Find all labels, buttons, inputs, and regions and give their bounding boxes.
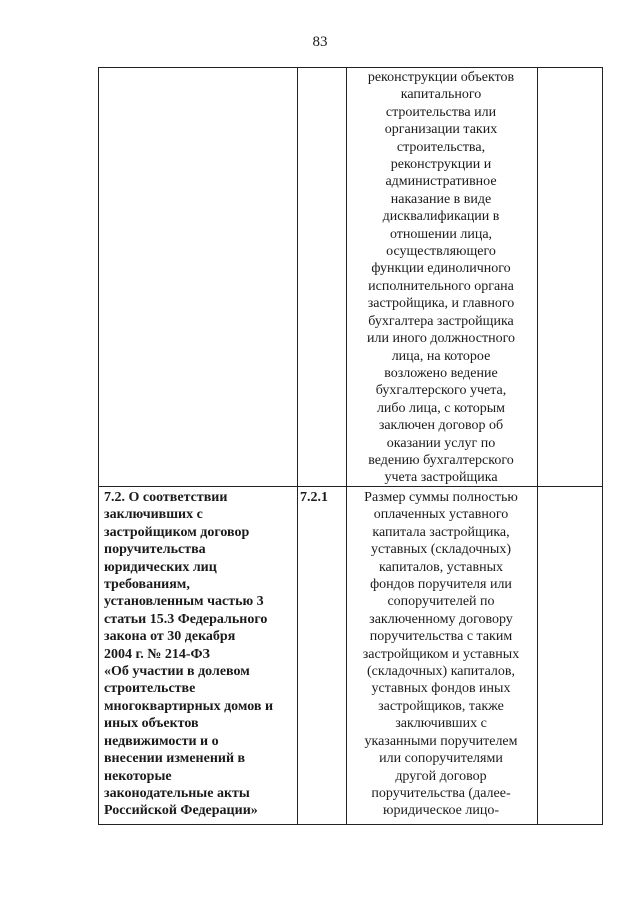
description-line: уставных (складочных) <box>371 542 511 558</box>
item-code-7-2-1: 7.2.1 <box>300 490 328 505</box>
requirement-line: законодательные акты <box>104 785 250 801</box>
description-line: учета застройщика <box>384 470 498 486</box>
requirement-line: строительстве <box>104 681 196 697</box>
description-line: заключивших с <box>395 716 487 732</box>
description-line: или сопоручителями <box>379 751 503 767</box>
description-line: осуществляющего <box>386 244 496 260</box>
requirement-line: поручительства <box>104 542 206 558</box>
description-line: уставных фондов иных <box>371 681 511 697</box>
description-line: указанными поручителем <box>364 733 518 749</box>
requirement-line: требованиям, <box>104 577 190 593</box>
requirement-line: многоквартирных домов и <box>104 698 274 714</box>
description-line: капиталов, уставных <box>378 559 504 575</box>
description-line: заключенному договору <box>369 611 513 627</box>
table-bottom-border <box>98 824 602 825</box>
requirement-line: недвижимости и о <box>104 733 219 749</box>
description-line: строительства или <box>385 104 497 120</box>
requirement-line: 7.2. О соответствии <box>104 490 228 505</box>
description-line: ведению бухгалтерского <box>368 452 514 468</box>
description-line: застройщиком и уставных <box>362 646 520 662</box>
description-7-2-1 <box>350 489 532 820</box>
description-line: исполнительного органа <box>368 278 514 294</box>
column-divider-3 <box>537 67 538 825</box>
column-divider-1 <box>297 67 298 825</box>
description-line: реконструкции и <box>390 157 492 173</box>
column-divider-2 <box>346 67 347 825</box>
continuation-description <box>350 69 532 487</box>
description-line: отношении лица, <box>389 226 493 242</box>
description-line: другой договор <box>395 768 487 784</box>
description-line: функции единоличного <box>371 261 511 277</box>
description-line: возложено ведение <box>384 365 498 381</box>
description-line: капитала застройщика, <box>372 524 510 540</box>
description-line: административное <box>385 174 497 190</box>
requirement-line: установленным частью 3 <box>104 594 264 610</box>
description-line: либо лица, с которым <box>376 400 506 416</box>
description-line: дисквалификации в <box>382 209 500 225</box>
description-line: строительства, <box>396 139 486 155</box>
description-line: или иного должностного <box>366 331 515 347</box>
description-line: (складочных) капиталов, <box>366 664 516 680</box>
description-line: лица, на которое <box>391 348 491 364</box>
description-line: капитального <box>400 87 482 103</box>
description-line: фондов поручителя или <box>370 577 512 593</box>
description-line: юридическое лицо- <box>383 803 499 819</box>
description-line: поручительства с таким <box>369 629 513 645</box>
requirement-line: Российской Федерации» <box>104 803 258 819</box>
description-line: оказании услуг по <box>386 435 496 451</box>
description-line: бухгалтера застройщика <box>368 313 514 329</box>
requirement-line: иных объектов <box>104 716 199 732</box>
requirement-line: некоторые <box>104 768 172 784</box>
table-left-border <box>98 67 99 825</box>
description-line: застройщика, и главного <box>367 296 515 312</box>
requirement-line: статьи 15.3 Федерального <box>104 611 268 627</box>
requirement-line: закона от 30 декабря <box>104 629 236 645</box>
table-top-border <box>98 67 602 68</box>
description-line: застройщиков, также <box>378 698 504 714</box>
page-number: 83 <box>312 34 328 50</box>
requirement-7-2 <box>104 489 296 820</box>
description-line: заключен договор об <box>378 418 504 434</box>
requirement-line: 2004 г. № 214-ФЗ <box>104 646 210 662</box>
requirement-line: юридических лиц <box>104 559 217 575</box>
description-line: организации таких <box>384 122 498 138</box>
description-line: поручительства (далее- <box>371 785 511 801</box>
description-line: реконструкции объектов <box>367 70 515 85</box>
description-line: бухгалтерского учета, <box>375 383 507 399</box>
requirement-line: застройщиком договор <box>104 524 250 540</box>
description-line: Размер суммы полностью <box>364 490 518 505</box>
table-right-border <box>602 67 603 825</box>
requirement-line: заключивших с <box>104 507 203 523</box>
requirement-line: «Об участии в долевом <box>104 664 250 680</box>
description-line: наказание в виде <box>390 191 492 207</box>
description-line: сопоручителей по <box>387 594 495 610</box>
description-line: оплаченных уставного <box>373 507 509 523</box>
requirement-line: внесении изменений в <box>104 751 246 767</box>
